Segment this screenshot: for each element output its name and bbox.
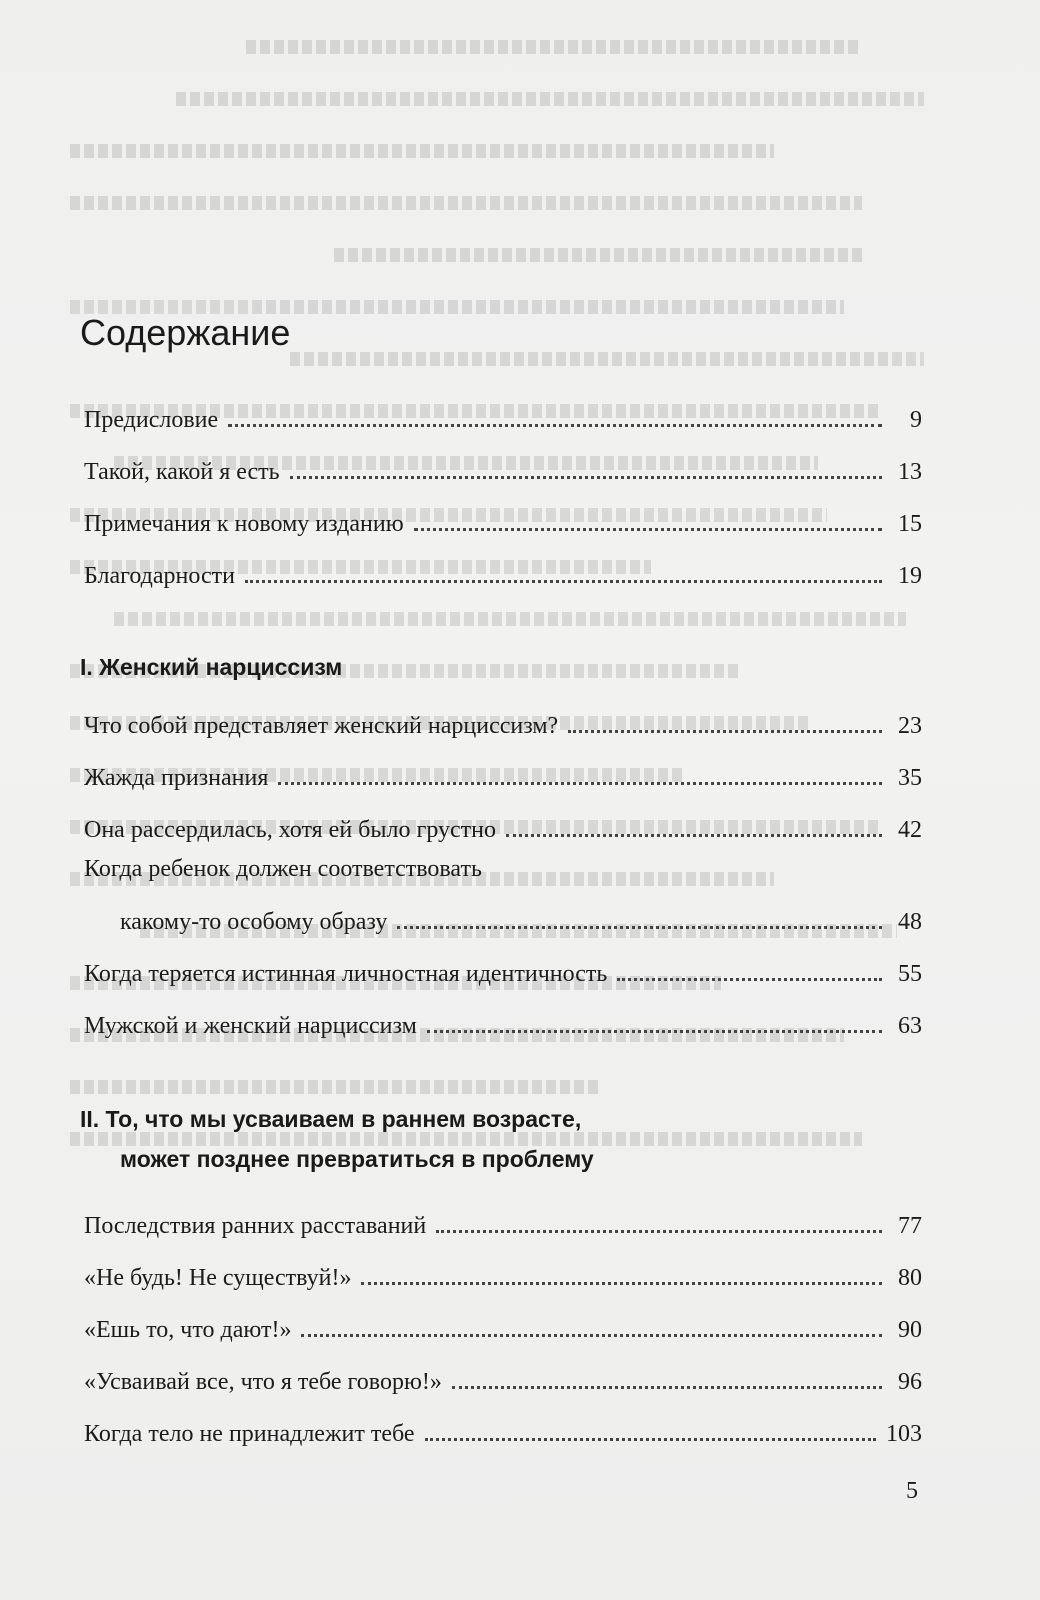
toc-entry-page: 55 (898, 961, 922, 987)
dot-leader (452, 1386, 882, 1389)
toc-entry-new-edition-notes[interactable] (84, 492, 922, 536)
section-heading-2[interactable]: II. То, что мы усваиваем в раннем возрасте, (80, 1106, 582, 1132)
toc-entry-page: 19 (898, 563, 922, 589)
toc-entry-title: Мужской и женский нарциссизм (84, 1013, 417, 1039)
toc-entry-page: 103 (886, 1421, 922, 1447)
toc-entry-page: 15 (898, 511, 922, 537)
toc-entry-title: Когда теряется истинная личностная идентичность (84, 961, 608, 987)
dot-leader (436, 1230, 882, 1233)
toc-entry-page: 80 (898, 1265, 922, 1291)
toc-entry-she-got-angry[interactable] (84, 798, 922, 842)
toc-entry-title: «Усваивай все, что я тебе говорю!» (84, 1369, 442, 1395)
toc-entry-page: 77 (898, 1213, 922, 1239)
toc-entry-page: 48 (898, 909, 922, 935)
toc-entry-title: Последствия ранних расставаний (84, 1213, 427, 1239)
dot-leader (506, 834, 882, 837)
toc-entry-page: 42 (898, 817, 922, 843)
dot-leader (228, 424, 882, 427)
toc-entry-page: 63 (898, 1013, 922, 1039)
toc-entry-title: Жажда признания (84, 765, 269, 791)
dot-leader (617, 978, 882, 981)
toc-entry-page: 35 (898, 765, 922, 791)
toc-entry-thirst-for-recognition[interactable] (84, 746, 922, 790)
toc-entry-early-separations[interactable] (84, 1194, 922, 1238)
toc-entry-page: 90 (898, 1317, 922, 1343)
toc-entry-male-and-female-narcissism[interactable] (84, 994, 922, 1038)
dot-leader (414, 528, 882, 531)
dot-leader (278, 782, 882, 785)
dot-leader (427, 1030, 882, 1033)
toc-entry-title: Предисловие (84, 407, 219, 433)
dot-leader (361, 1282, 882, 1285)
toc-entry-preface[interactable] (84, 388, 922, 432)
section-heading-2-line2[interactable]: может позднее превратиться в проблему (120, 1146, 594, 1172)
toc-entry-title: Благодарности (84, 563, 235, 589)
dot-leader (301, 1334, 882, 1337)
dot-leader (245, 580, 882, 583)
toc-entry-dont-be[interactable] (84, 1246, 922, 1290)
toc-entry-body-not-yours[interactable] (84, 1402, 922, 1446)
toc-title: Содержание (80, 312, 291, 353)
toc-entry-page: 23 (898, 713, 922, 739)
bleed-through-text (70, 40, 950, 1220)
toc-entry-eat-what-given[interactable] (84, 1298, 922, 1342)
toc-entry-title: Такой, какой я есть (84, 459, 280, 485)
toc-entry-title: Когда тело не принадлежит тебе (84, 1421, 415, 1447)
toc-entry-title: Она рассердилась, хотя ей было грустно (84, 817, 496, 843)
toc-entry-page: 96 (898, 1369, 922, 1395)
dot-leader (425, 1438, 876, 1441)
toc-entry-lost-identity[interactable] (84, 942, 922, 986)
toc-entry-acknowledgements[interactable] (84, 544, 922, 588)
dot-leader (290, 476, 882, 479)
section-heading-1[interactable]: I. Женский нарциссизм (80, 654, 343, 680)
toc-entry-title: «Не будь! Не существуй!» (84, 1265, 352, 1291)
toc-entry-absorb-everything[interactable] (84, 1350, 922, 1394)
toc-entry-title: Примечания к новому изданию (84, 511, 404, 537)
toc-entry-page: 13 (898, 459, 922, 485)
toc-entry-child-must-match-image[interactable] (120, 890, 922, 934)
toc-entry-title: «Ешь то, что дают!» (84, 1317, 292, 1343)
toc-entry-page: 9 (910, 407, 922, 433)
dot-leader (568, 730, 882, 733)
dot-leader (397, 926, 882, 929)
toc-entry-title: Что собой представляет женский нарциссизм? (84, 713, 559, 739)
toc-entry-title-line1[interactable]: Когда ребенок должен соответствовать (84, 856, 482, 882)
toc-entry-title: какому-то особому образу (120, 909, 388, 935)
toc-entry-such-as-i-am[interactable] (84, 440, 922, 484)
toc-entry-what-is-female-narcissism[interactable] (84, 694, 922, 738)
page-number: 5 (906, 1478, 918, 1504)
